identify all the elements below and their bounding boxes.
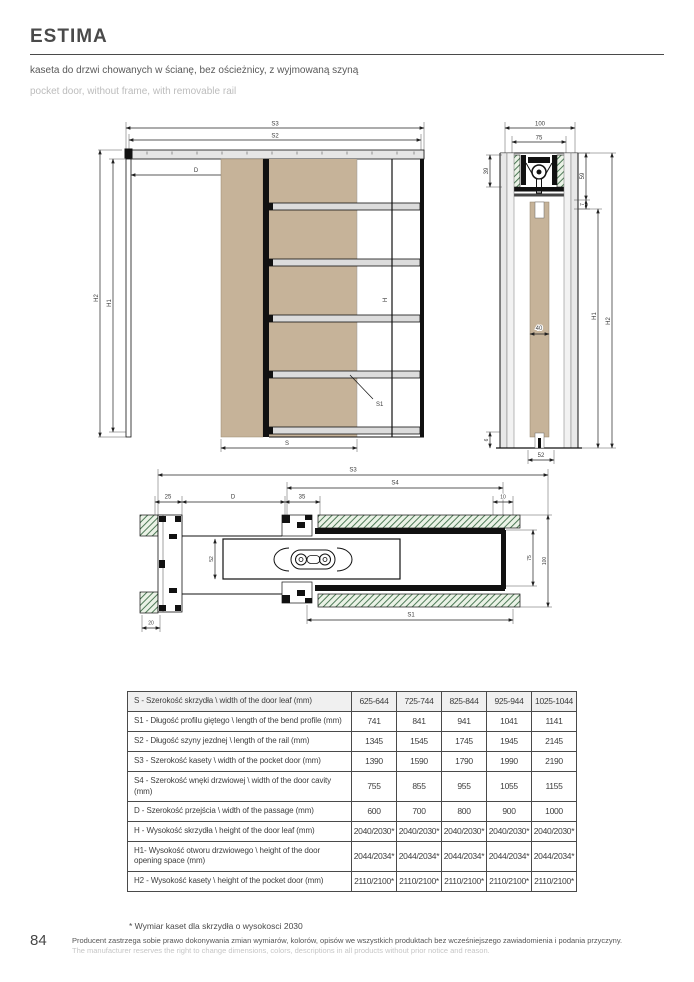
dim-label-s2: S2 bbox=[271, 133, 279, 140]
dimension-row-label: S - Szerokość skrzydła \ width of the door leaf (mm) bbox=[128, 692, 352, 712]
dim-label-25: 25 bbox=[164, 494, 172, 501]
dim-label-s4: S4 bbox=[391, 480, 399, 487]
dimension-value-cell: 2044/2034* bbox=[397, 842, 442, 872]
dimension-value-cell: 1990 bbox=[487, 752, 532, 772]
dimension-value-cell: 625-644 bbox=[352, 692, 397, 712]
subtitle-polish: kaseta do drzwi chowanych w ścianę, bez ościeżnicy, z wyjmowaną szyną bbox=[30, 65, 359, 76]
door-leading-edge bbox=[263, 159, 269, 437]
hanger-recess bbox=[535, 202, 544, 218]
wall-hatch-bottom-right bbox=[318, 594, 520, 607]
dimension-value-cell: 1590 bbox=[397, 752, 442, 772]
dim-label-h1: H1 bbox=[107, 299, 113, 307]
table-row bbox=[128, 752, 577, 772]
dimension-value-cell: 1000 bbox=[532, 801, 577, 821]
dimension-value-cell: 2110/2100* bbox=[532, 871, 577, 891]
dimension-value-cell: 2040/2030* bbox=[487, 822, 532, 842]
dimension-value-cell: 1390 bbox=[352, 752, 397, 772]
table-footnote: * Wymiar kaset dla skrzydła o wysokosci 2030 bbox=[129, 921, 303, 931]
door-leaf-visible bbox=[221, 159, 263, 437]
dim-label-6: 6 bbox=[484, 438, 490, 442]
dim-label-h2: H2 bbox=[94, 294, 100, 302]
dimension-value-cell: 2040/2030* bbox=[442, 822, 487, 842]
dimension-value-cell: 1790 bbox=[442, 752, 487, 772]
dimensions-table bbox=[127, 691, 577, 892]
dimension-value-cell: 2040/2030* bbox=[532, 822, 577, 842]
dimension-value-cell: 725-744 bbox=[397, 692, 442, 712]
left-jamb-profile-section bbox=[158, 515, 182, 612]
dim-label-h1: H1 bbox=[592, 312, 598, 320]
dim-label-h: H bbox=[383, 297, 389, 303]
dim-label-s1: S1 bbox=[376, 402, 384, 408]
dimension-value-cell: 2040/2030* bbox=[397, 822, 442, 842]
page-number: 84 bbox=[30, 932, 47, 949]
dimensions-table-body bbox=[128, 692, 577, 892]
dim-label-s1: S1 bbox=[407, 612, 415, 619]
dimension-value-cell: 2044/2034* bbox=[487, 842, 532, 872]
dim-label-75: 75 bbox=[527, 555, 533, 561]
dimension-value-cell: 2110/2100* bbox=[487, 871, 532, 891]
dimension-value-cell: 1545 bbox=[397, 732, 442, 752]
dimension-value-cell: 1141 bbox=[532, 712, 577, 732]
dimension-row-label: S2 - Długość szyny jezdnej \ length of the rail (mm) bbox=[128, 732, 352, 752]
dimension-value-cell: 755 bbox=[352, 772, 397, 802]
dimension-row-label: S1 - Długość profilu giętego \ length of the bend profile (mm) bbox=[128, 712, 352, 732]
page-title: ESTIMA bbox=[30, 26, 108, 47]
table-row bbox=[128, 871, 577, 891]
dimension-value-cell: 2190 bbox=[532, 752, 577, 772]
dim-label-100: 100 bbox=[534, 121, 546, 128]
dim-label-52: 52 bbox=[209, 556, 215, 562]
dim-label-59: 59 bbox=[580, 172, 586, 180]
dimension-row-label: H1- Wysokość otworu drzwiowego \ height of the door opening space (mm) bbox=[128, 842, 352, 872]
dim-label-7: 7 bbox=[580, 203, 586, 206]
top-rail bbox=[126, 150, 424, 159]
wall-hatch-top-right bbox=[318, 515, 520, 528]
dimension-value-cell: 825-844 bbox=[442, 692, 487, 712]
table-row bbox=[128, 692, 577, 712]
header-divider bbox=[30, 54, 664, 55]
dimension-value-cell: 900 bbox=[487, 801, 532, 821]
dim-label-100: 100 bbox=[542, 556, 548, 566]
dimension-value-cell: 700 bbox=[397, 801, 442, 821]
dim-label-s3: S3 bbox=[349, 467, 357, 474]
pocket-right-edge bbox=[420, 159, 424, 437]
dim-label-35: 35 bbox=[298, 494, 306, 501]
dimension-value-cell: 1055 bbox=[487, 772, 532, 802]
dimension-row-label: H2 - Wysokość kasety \ height of the pocket door (mm) bbox=[128, 871, 352, 891]
dimension-value-cell: 1345 bbox=[352, 732, 397, 752]
dimension-value-cell: 1025-1044 bbox=[532, 692, 577, 712]
dim-label-10: 10 bbox=[500, 494, 506, 501]
side-section-drawing bbox=[478, 116, 673, 466]
dim-label-20: 20 bbox=[148, 620, 154, 627]
dimension-row-label: H - Wysokość skrzydła \ height of the door leaf (mm) bbox=[128, 822, 352, 842]
dim-label-s3: S3 bbox=[271, 121, 279, 128]
dim-label-h2: H2 bbox=[606, 317, 612, 325]
dimension-value-cell: 1041 bbox=[487, 712, 532, 732]
dimension-value-cell: 1745 bbox=[442, 732, 487, 752]
dim-label-40: 40 bbox=[535, 326, 543, 332]
dimension-value-cell: 1945 bbox=[487, 732, 532, 752]
dimension-value-cell: 741 bbox=[352, 712, 397, 732]
dimension-value-cell: 2110/2100* bbox=[442, 871, 487, 891]
dim-label-52: 52 bbox=[537, 453, 545, 459]
door-leaf-inside-pocket bbox=[269, 159, 357, 437]
dimension-value-cell: 2040/2030* bbox=[352, 822, 397, 842]
dim-label-39: 39 bbox=[484, 167, 490, 175]
dim-label-s: S bbox=[284, 441, 290, 447]
dimension-value-cell: 2044/2034* bbox=[532, 842, 577, 872]
table-row bbox=[128, 712, 577, 732]
table-row bbox=[128, 732, 577, 752]
dimension-value-cell: 600 bbox=[352, 801, 397, 821]
table-row bbox=[128, 822, 577, 842]
table-row bbox=[128, 772, 577, 802]
dimension-value-cell: 855 bbox=[397, 772, 442, 802]
dimension-row-label: S3 - Szerokość kasety \ width of the pocket door (mm) bbox=[128, 752, 352, 772]
door-leaf-section bbox=[530, 202, 549, 437]
wall-hatch-bottom-left bbox=[140, 592, 158, 613]
disclaimer-polish: Producent zastrzega sobie prawo dokonywania zmian wymiarów, kolorów, opisów we wszystkich produktach bez wcześniejszego zawiadomienia i podania przyczyny. bbox=[72, 936, 623, 945]
dimension-row-label: D - Szerokość przejścia \ width of the passage (mm) bbox=[128, 801, 352, 821]
table-row bbox=[128, 801, 577, 821]
dimension-value-cell: 2044/2034* bbox=[352, 842, 397, 872]
plan-section-drawing bbox=[125, 460, 590, 645]
wall-hatch-top-left bbox=[140, 515, 158, 536]
dim-label-75: 75 bbox=[535, 135, 543, 142]
dimension-value-cell: 955 bbox=[442, 772, 487, 802]
dimension-row-label: S4 - Szerokość wnęki drzwiowej \ width of the door cavity (mm) bbox=[128, 772, 352, 802]
dim-label-d: D bbox=[193, 168, 199, 174]
dimension-value-cell: 800 bbox=[442, 801, 487, 821]
subtitle-english: pocket door, without frame, with removable rail bbox=[30, 86, 237, 97]
dimension-value-cell: 1155 bbox=[532, 772, 577, 802]
dim-label-d: D bbox=[230, 494, 236, 501]
table-row bbox=[128, 842, 577, 872]
front-view-drawing bbox=[92, 116, 437, 461]
dimension-value-cell: 2110/2100* bbox=[397, 871, 442, 891]
rail-end-block bbox=[125, 149, 133, 159]
dimension-value-cell: 941 bbox=[442, 712, 487, 732]
dimension-value-cell: 2110/2100* bbox=[352, 871, 397, 891]
left-jamb-profile bbox=[126, 159, 131, 437]
disclaimer-english: The manufacturer reserves the right to change dimensions, colors, descriptions in all products without prior notice and reason. bbox=[72, 946, 490, 955]
floor-guide bbox=[538, 438, 541, 448]
dimension-value-cell: 2044/2034* bbox=[442, 842, 487, 872]
dimension-value-cell: 2145 bbox=[532, 732, 577, 752]
dimension-value-cell: 925-944 bbox=[487, 692, 532, 712]
dimension-value-cell: 841 bbox=[397, 712, 442, 732]
